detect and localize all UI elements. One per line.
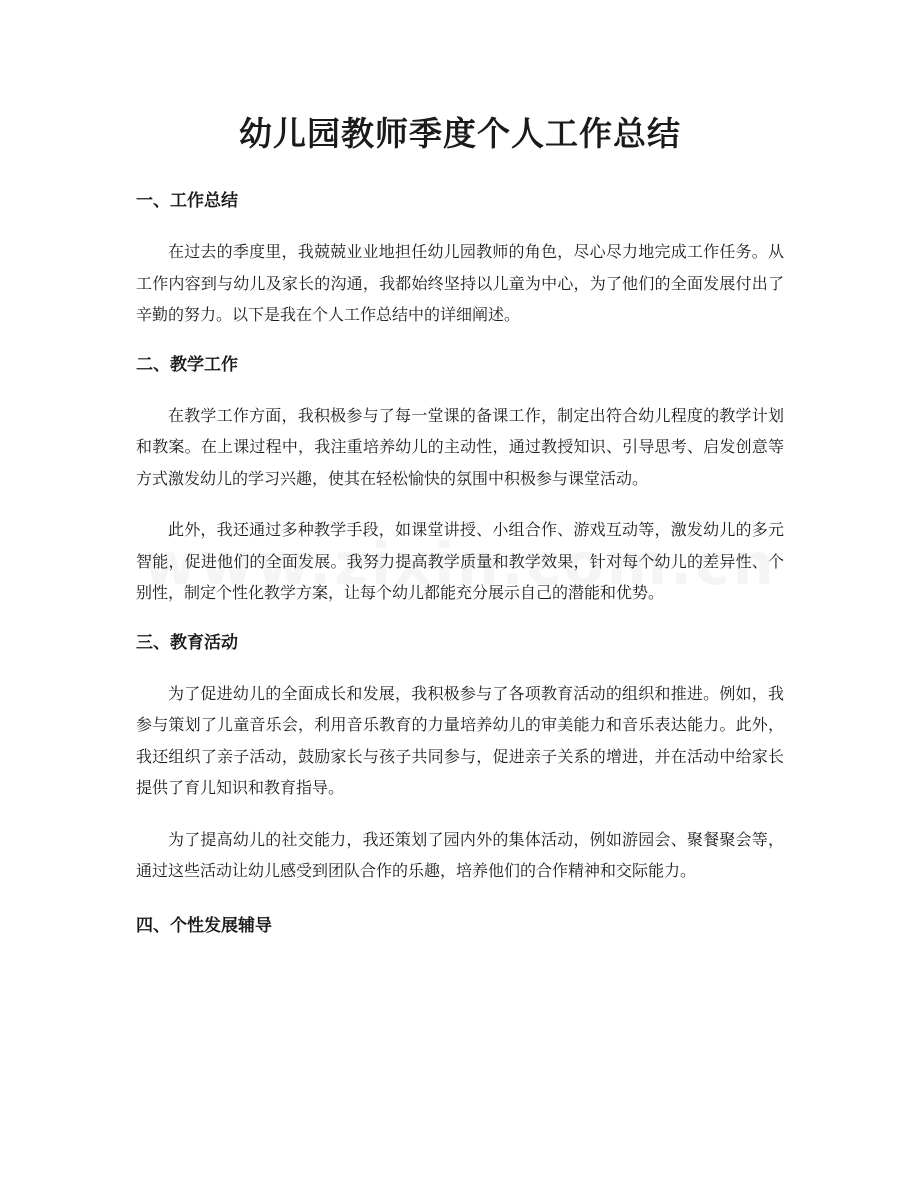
paragraph: 此外，我还通过多种教学手段，如课堂讲授、小组合作、游戏互动等，激发幼儿的多元智能，促进他们的全面发展。我努力提高教学质量和教学效果，针对每个幼儿的差异性、个别性，制定个性化教学方案，让每个幼儿都能充分展示自己的潜能和优势。 <box>136 520 784 602</box>
paragraph: 在教学工作方面，我积极参与了每一堂课的备课工作，制定出符合幼儿程度的教学计划和教案。在上课过程中，我注重培养幼儿的主动性，通过教授知识、引导思考、启发创意等方式激发幼儿的学习兴趣，使其在轻松愉快的氛围中积极参与课堂活动。 <box>136 405 784 488</box>
section-heading-teaching: 二、教学工作 <box>136 354 238 375</box>
paragraph: 在过去的季度里，我兢兢业业地担任幼儿园教师的角色，尽心尽力地完成工作任务。从工作内容到与幼儿及家长的沟通，我都始终坚持以儿童为中心，为了他们的全面发展付出了辛勤的努力。以下是我在个人工作总结中的详细阐述。 <box>136 242 784 324</box>
section-heading-personal-development: 四、个性发展辅导 <box>136 915 272 936</box>
section-heading-work-summary: 一、工作总结 <box>136 191 238 211</box>
paragraph: 为了提高幼儿的社交能力，我还策划了园内外的集体活动，例如游园会、聚餐聚会等，通过这些活动让幼儿感受到团队合作的乐趣，培养他们的合作精神和交际能力。 <box>136 829 784 880</box>
document-body <box>136 186 784 941</box>
section-heading-education-activities: 三、教育活动 <box>136 632 238 653</box>
paragraph: 为了促进幼儿的全面成长和发展，我积极参与了各项教育活动的组织和推进。例如，我参与策划了儿童音乐会，利用音乐教育的力量培养幼儿的审美能力和音乐表达能力。此外，我还组织了亲子活动，鼓励家长与孩子共同参与，促进亲子关系的增进，并在活动中给家长提供了育儿知识和教育指导。 <box>136 683 784 797</box>
page-title: 幼儿园教师季度个人工作总结 <box>239 114 681 153</box>
